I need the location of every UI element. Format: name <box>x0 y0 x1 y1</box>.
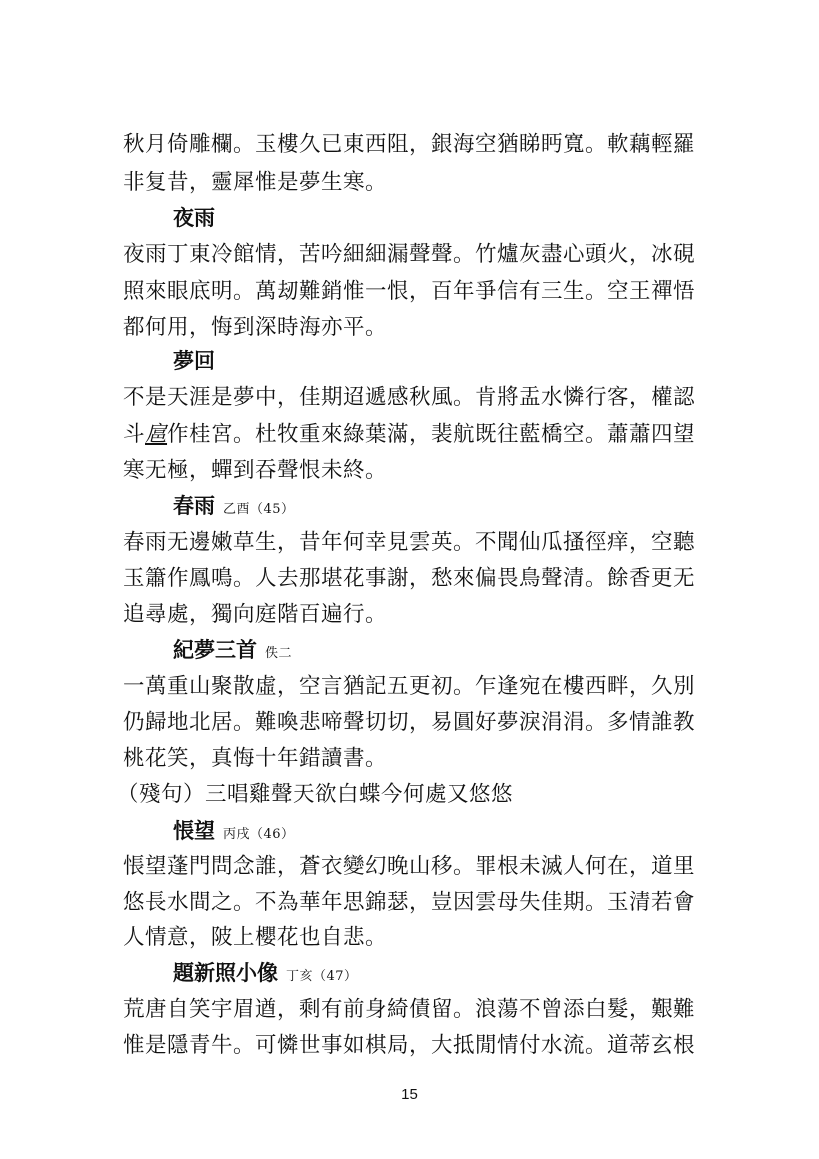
poem-title-note: 佚二 <box>265 646 293 661</box>
text-line: 夜雨丁東冷館情，苦吟細細漏聲聲。竹爐灰盡心頭火，冰硯 <box>123 242 696 267</box>
poem-title <box>173 201 223 239</box>
text-line: 不是天涯是夢中，佳期迢遞感秋風。肯將盂水憐行客，權認 <box>123 385 696 410</box>
text-line: 非复昔，靈犀惟是夢生寒。 <box>123 170 388 195</box>
text-line: 追尋處，獨向庭階百遍行。 <box>123 602 388 627</box>
underlined-character: 扈 <box>145 422 168 447</box>
poem-title-note: 丙戌（46） <box>223 827 295 842</box>
poem-title-text: 紀夢三首 <box>173 637 257 662</box>
text-segment: 作桂宮。杜牧重來綠葉滿，裴航既往藍橋空。蕭蕭四望 <box>167 422 696 447</box>
text-line: 惟是隱青牛。可憐世事如棋局，大抵閒情付水流。道蒂玄根 <box>123 1033 696 1058</box>
text-segment: 斗 <box>123 422 146 447</box>
text-line: 秋月倚雕欄。玉樓久已東西阻，銀海空猶睇眄寬。軟藕輕羅 <box>123 132 696 157</box>
poem-title <box>173 633 292 671</box>
text-line: （殘句）三唱雞聲天欲白蝶今何處又悠悠 <box>117 782 514 807</box>
text-line: 照來眼底明。萬刼難銷惟一恨，百年爭信有三生。空王禪悟 <box>123 279 696 304</box>
page-number: 15 <box>401 1086 418 1103</box>
text-line <box>123 418 695 452</box>
text-line: 都何用，悔到深時海亦平。 <box>123 315 388 340</box>
text-line: 荒唐自笑宇眉遒，剩有前身綺債留。浪蕩不曾添白髮，艱難 <box>123 997 696 1022</box>
poem-title-text: 悵望 <box>173 818 215 843</box>
poem-title <box>173 814 295 852</box>
poem-title <box>173 489 295 527</box>
text-line: 寒无極，蟬到吞聲恨未終。 <box>123 458 388 483</box>
text-line: 悠長水間之。不為華年思錦瑟，豈因雲母失佳期。玉清若會 <box>123 890 696 915</box>
poem-title-note: 乙酉（45） <box>223 502 295 517</box>
poem-title-text: 夜雨 <box>173 205 215 230</box>
text-line: 玉簫作鳳鳴。人去那堪花事謝，愁來偏畏鳥聲清。餘香更无 <box>123 566 696 591</box>
poem-title-text: 題新照小像 <box>173 960 278 985</box>
text-line: 春雨无邊嫩草生，昔年何幸見雲英。不聞仙瓜搔徑痒，空聽 <box>123 530 696 555</box>
poem-title <box>173 344 223 382</box>
text-line: 仍歸地北居。難喚悲啼聲切切，易圓好夢淚涓涓。多情誰教 <box>123 710 696 735</box>
text-line: 人情意，陂上櫻花也自悲。 <box>123 925 388 950</box>
poem-title-text: 夢回 <box>173 348 215 373</box>
text-line: 一萬重山聚散虛，空言猶記五更初。乍逢宛在樓西畔，久別 <box>123 674 696 699</box>
poem-title <box>173 956 358 994</box>
poem-title-text: 春雨 <box>173 493 215 518</box>
text-line: 桃花笑，真悔十年錯讀書。 <box>123 746 388 771</box>
poem-title-note: 丁亥（47） <box>286 969 358 984</box>
text-line: 悵望蓬門問念誰，蒼衣變幻晚山移。罪根未滅人何在，道里 <box>123 854 696 879</box>
